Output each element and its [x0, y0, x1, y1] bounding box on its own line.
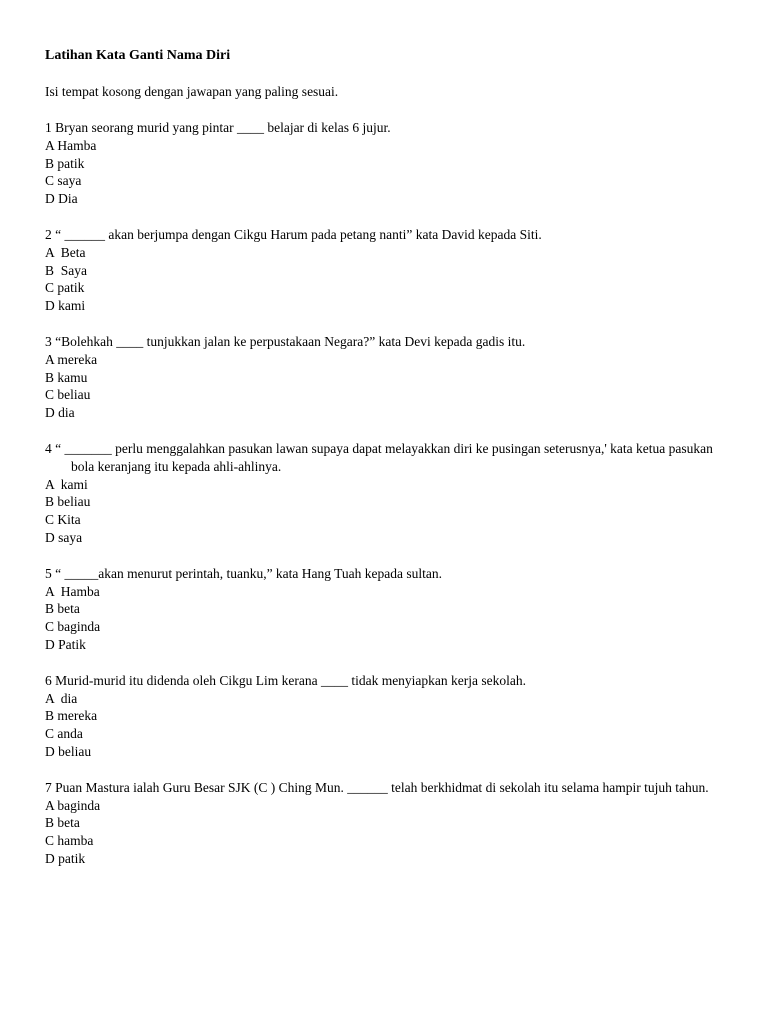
question-7	[45, 779, 735, 868]
question-text: 3 “Bolehkah ____ tunjukkan jalan ke perpustakaan Negara?” kata Devi kepada gadis itu.	[45, 333, 526, 349]
option-a: A Hamba	[45, 137, 97, 153]
question-text: 2 “ ______ akan berjumpa dengan Cikgu Harum pada petang nanti” kata David kepada Siti.	[45, 226, 542, 242]
option-c: C baginda	[45, 619, 101, 635]
question-text: 7 Puan Mastura ialah Guru Besar SJK (C ) Ching Mun. ______ telah berkhidmat di sekolah itu selama hampir tujuh tahun.	[45, 779, 709, 795]
question-text: 1 Bryan seorang murid yang pintar ____ belajar di kelas 6 jujur.	[45, 120, 391, 135]
option-a: A Beta	[45, 244, 86, 260]
option-c: C anda	[45, 726, 83, 742]
option-a: A kami	[45, 476, 88, 492]
option-a: A Hamba	[45, 583, 100, 599]
worksheet-page	[45, 47, 735, 868]
option-b: B mereka	[45, 708, 98, 724]
option-c: C Kita	[45, 512, 81, 528]
option-b: B kamu	[45, 369, 88, 385]
option-b: B beta	[45, 815, 80, 831]
question-4	[45, 440, 735, 547]
question-text: 6 Murid-murid itu didenda oleh Cikgu Lim kerana ____ tidak menyiapkan kerja sekolah.	[45, 672, 527, 688]
option-d: D saya	[45, 529, 83, 545]
option-a: A dia	[45, 690, 78, 706]
question-text: 5 “ _____akan menurut perintah, tuanku,” kata Hang Tuah kepada sultan.	[45, 565, 443, 581]
option-b: B beta	[45, 601, 80, 617]
question-5	[45, 565, 735, 654]
option-d: D beliau	[45, 743, 92, 759]
option-b: B patik	[45, 155, 85, 171]
option-b: B Saya	[45, 262, 87, 278]
option-b: B beliau	[45, 494, 91, 510]
question-6	[45, 672, 735, 761]
option-a: A baginda	[45, 797, 101, 813]
option-c: C saya	[45, 173, 82, 189]
option-c: C beliau	[45, 387, 91, 403]
question-3	[45, 333, 735, 422]
worksheet-title: Latihan Kata Ganti Nama Diri	[45, 48, 231, 63]
option-d: D patik	[45, 850, 86, 866]
option-c: C patik	[45, 280, 85, 296]
question-1	[45, 119, 735, 208]
question-2	[45, 226, 735, 315]
option-c: C hamba	[45, 833, 94, 849]
option-a: A mereka	[45, 351, 98, 367]
option-d: D Dia	[45, 191, 78, 207]
instruction-text: Isi tempat kosong dengan jawapan yang paling sesuai.	[45, 84, 339, 99]
option-d: D dia	[45, 405, 75, 421]
question-text: 4 “ _______ perlu menggalahkan pasukan lawan supaya dapat melayakkan diri ke pusingan seterusnya,' kata ketua pasukan bola keranjang itu kepada ahli-ahlinya.	[45, 440, 713, 474]
option-d: D Patik	[45, 636, 86, 652]
option-d: D kami	[45, 298, 86, 314]
